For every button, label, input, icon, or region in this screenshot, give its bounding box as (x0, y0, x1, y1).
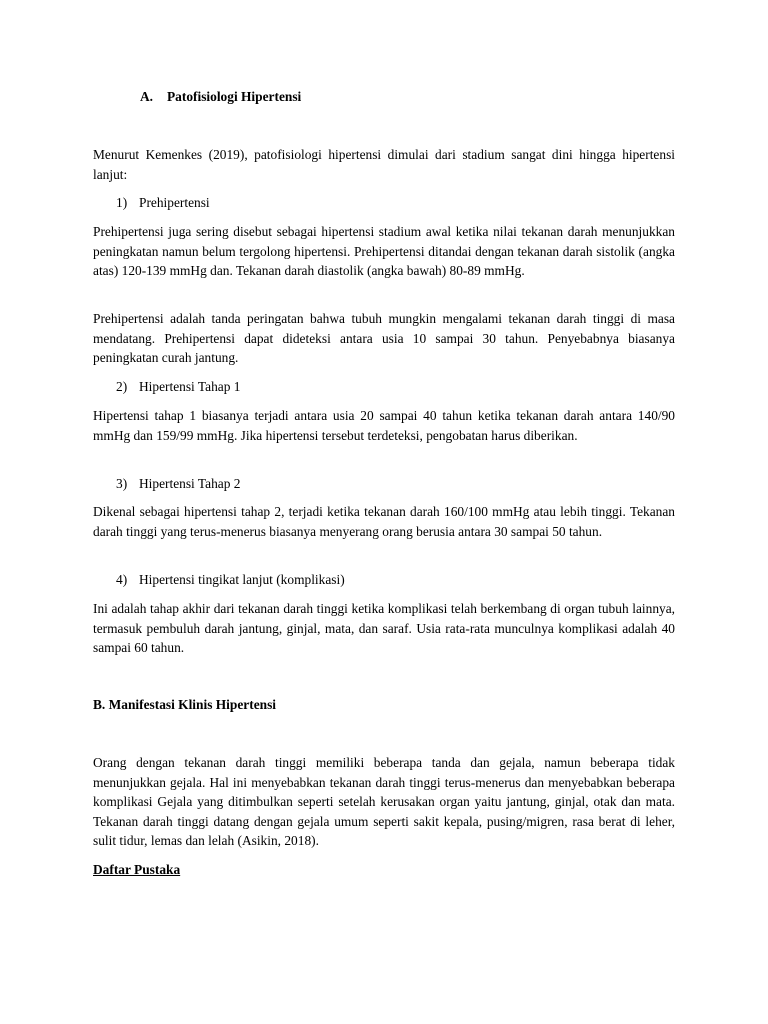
section-b-heading: B. Manifestasi Klinis Hipertensi (93, 697, 277, 712)
list-item-tahap-2 (116, 474, 240, 494)
prehipertensi-paragraph-1: Prehipertensi juga sering disebut sebagai hipertensi stadium awal ketika nilai tekanan darah menunjukkan peningkatan namun belum tergolong hipertensi. Prehipertensi ditandai dengan tekanan darah sistolik (angka atas) 120-139 mmHg dan. Tekanan darah diastolik (angka bawah) 80-89 mmHg. (93, 224, 675, 278)
references-heading: Daftar Pustaka (93, 862, 181, 877)
prehipertensi-paragraph-2: Prehipertensi adalah tanda peringatan bahwa tubuh mungkin mengalami tekanan darah tinggi di masa mendatang. Prehipertensi dapat dideteksi antara usia 10 sampai 30 tahun. Penyebabnya biasanya peningkatan curah jantung. (93, 311, 675, 365)
section-a-intro: Menurut Kemenkes (2019), patofisiologi hipertensi dimulai dari stadium sangat dini hingga hipertensi lanjut: (93, 147, 675, 182)
list-item-prehipertensi (116, 193, 210, 213)
list-label: Hipertensi Tahap 2 (139, 476, 241, 491)
list-number: 2) (116, 379, 128, 394)
section-a-marker: A. (140, 89, 154, 104)
tahap-2-paragraph: Dikenal sebagai hipertensi tahap 2, terjadi ketika tekanan darah 160/100 mmHg atau lebih tinggi. Tekanan darah tinggi yang terus-menerus biasanya menyerang orang berusia antara 30 sampai 50 tahun. (93, 504, 675, 539)
section-a-title: Patofisiologi Hipertensi (167, 89, 302, 104)
list-label: Hipertensi Tahap 1 (139, 379, 241, 394)
list-label: Prehipertensi (139, 195, 210, 210)
list-number: 1) (116, 195, 128, 210)
list-label: Hipertensi tingikat lanjut (komplikasi) (139, 572, 345, 587)
list-item-komplikasi (116, 570, 345, 590)
section-a-heading (140, 87, 301, 107)
list-item-tahap-1 (116, 377, 240, 397)
tahap-1-paragraph: Hipertensi tahap 1 biasanya terjadi antara usia 20 sampai 40 tahun ketika tekanan darah antara 140/90 mmHg dan 159/99 mmHg. Jika hipertensi tersebut terdeteksi, pengobatan harus diberikan. (93, 408, 675, 443)
komplikasi-paragraph: Ini adalah tahap akhir dari tekanan darah tinggi ketika komplikasi telah berkembang di organ tubuh lainnya, termasuk pembuluh darah jantung, ginjal, mata, dan saraf. Usia rata-rata munculnya komplikasi adalah 40 sampai 60 tahun. (93, 601, 675, 655)
list-number: 4) (116, 572, 128, 587)
list-number: 3) (116, 476, 128, 491)
section-b-paragraph: Orang dengan tekanan darah tinggi memiliki beberapa tanda dan gejala, namun beberapa tidak menunjukkan gejala. Hal ini menyebabkan tekanan darah tinggi terus-menerus dan menyebabkan beberapa komplikasi Gejala yang ditimbulkan seperti setelah kerusakan organ yaitu jantung, ginjal, otak dan mata. Tekanan darah tinggi datang dengan gejala umum seperti sakit kepala, pusing/migren, rasa berat di leher, sulit tidur, lemas dan lelah (Asikin, 2018). (93, 755, 675, 848)
